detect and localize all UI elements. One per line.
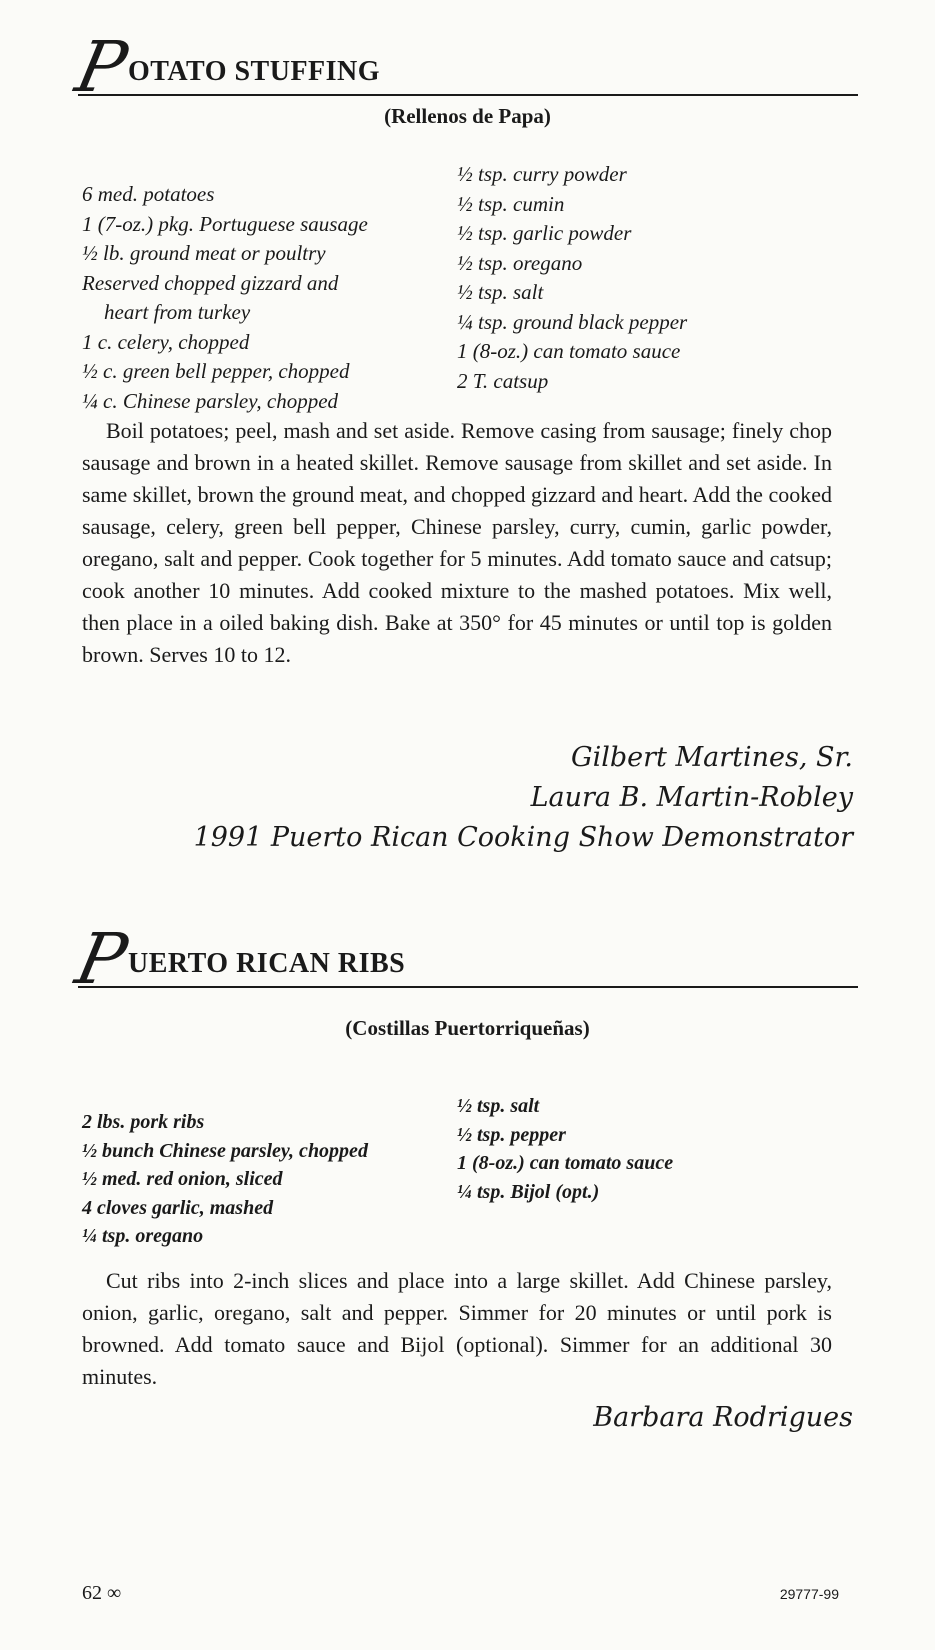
ingredient-item: ½ tsp. garlic powder bbox=[457, 221, 632, 245]
recipe-method: Cut ribs into 2-inch slices and place into a large skillet. Add Chinese parsley, onion, garlic, oregano, salt and pepper. Simmer for 20 minutes or until pork is browned. Add tomato sauce and Bijol (optional). Simmer for an additional 30 minutes. bbox=[82, 1268, 832, 1389]
page-number: 62 ∞ bbox=[82, 1582, 122, 1604]
ingredient-item: ¼ tsp. Bijol (opt.) bbox=[457, 1180, 600, 1203]
recipe-title-text: OTATO STUFFING bbox=[128, 56, 381, 87]
recipe-title-potato-stuffing bbox=[69, 26, 858, 108]
recipe-subtitle: (Rellenos de Papa) bbox=[384, 104, 551, 128]
ingredient-item: ¼ c. Chinese parsley, chopped bbox=[82, 388, 339, 413]
ingredient-item: 2 T. catsup bbox=[457, 368, 549, 393]
ingredient-item: 1 (8-oz.) can tomato sauce bbox=[457, 1152, 674, 1174]
print-code: 29777-99 bbox=[779, 1586, 839, 1602]
ingredient-item: ½ c. green bell pepper, chopped bbox=[82, 359, 350, 383]
signature-line: 1991 Puerto Rican Cooking Show Demonstrator bbox=[193, 822, 853, 853]
ingredient-item: 2 lbs. pork ribs bbox=[82, 1111, 205, 1133]
ingredient-item: 6 med. potatoes bbox=[82, 182, 215, 206]
recipe-subtitle: (Costillas Puertorriqueñas) bbox=[345, 1016, 590, 1040]
ingredient-item: Reserved chopped gizzard and bbox=[82, 270, 339, 295]
ingredient-item: ½ tsp. salt bbox=[457, 1095, 540, 1117]
ingredient-item: ½ tsp. cumin bbox=[457, 191, 565, 216]
ingredient-item: ½ tsp. curry powder bbox=[457, 162, 627, 186]
title-rule bbox=[78, 94, 858, 96]
ingredient-item: 1 (7-oz.) pkg. Portuguese sausage bbox=[82, 211, 368, 236]
ingredient-item: ½ tsp. oregano bbox=[457, 250, 583, 275]
signature-line: Gilbert Martines, Sr. bbox=[571, 742, 853, 773]
ingredient-item: ½ tsp. pepper bbox=[457, 1123, 566, 1146]
ingredient-item: ½ tsp. salt bbox=[457, 280, 544, 304]
recipe-signature bbox=[593, 1398, 853, 1438]
signature-line: Laura B. Martin-Robley bbox=[530, 782, 853, 813]
ingredients-list bbox=[82, 1092, 842, 1252]
drop-cap-letter: P bbox=[69, 26, 134, 108]
title-rule bbox=[78, 986, 858, 988]
ingredient-item: ½ bunch Chinese parsley, chopped bbox=[82, 1139, 368, 1162]
recipe-method: Boil potatoes; peel, mash and set aside. Remove casing from sausage; finely chop sausage and brown in a heated skillet. Remove sausage from skillet and set aside. In same skillet, brown the ground meat, and chopped gizzard and heart. Add the cooked sausage, celery, green bell pepper, Chinese parsley, curry, cumin, garlic powder, oregano, salt and pepper. Cook together for 5 minutes. Add tomato sauce and catsup; cook another 10 minutes. Add cooked mixture to the mashed potatoes. Mix well, then place in a oiled baking dish. Bake at 350° for 45 minutes or until top is golden brown. Serves 10 to 12. bbox=[82, 418, 832, 667]
ingredient-item: ¼ tsp. ground black pepper bbox=[457, 309, 688, 334]
ingredient-item: 1 c. celery, chopped bbox=[82, 329, 250, 354]
ingredient-item: ½ med. red onion, sliced bbox=[82, 1168, 283, 1190]
recipe-signature bbox=[194, 738, 853, 858]
ingredients-left-column bbox=[82, 1108, 368, 1251]
drop-cap-letter: P bbox=[69, 918, 134, 1000]
ingredient-item: 1 (8-oz.) can tomato sauce bbox=[457, 339, 681, 363]
ingredient-item: heart from turkey bbox=[104, 300, 251, 324]
signature-line: Barbara Rodrigues bbox=[593, 1402, 853, 1433]
ingredient-item: ¼ tsp. oregano bbox=[82, 1225, 204, 1247]
recipe-title-puerto-rican-ribs bbox=[69, 918, 858, 1000]
ingredients-list bbox=[82, 160, 842, 413]
ingredients-right-column bbox=[457, 160, 687, 396]
ingredients-right-column bbox=[457, 1092, 673, 1206]
recipe-title-text: UERTO RICAN RIBS bbox=[128, 948, 406, 979]
ingredient-item: 4 cloves garlic, mashed bbox=[82, 1196, 274, 1219]
ingredient-item: ½ lb. ground meat or poultry bbox=[82, 241, 326, 265]
ingredients-left-column bbox=[82, 180, 368, 416]
